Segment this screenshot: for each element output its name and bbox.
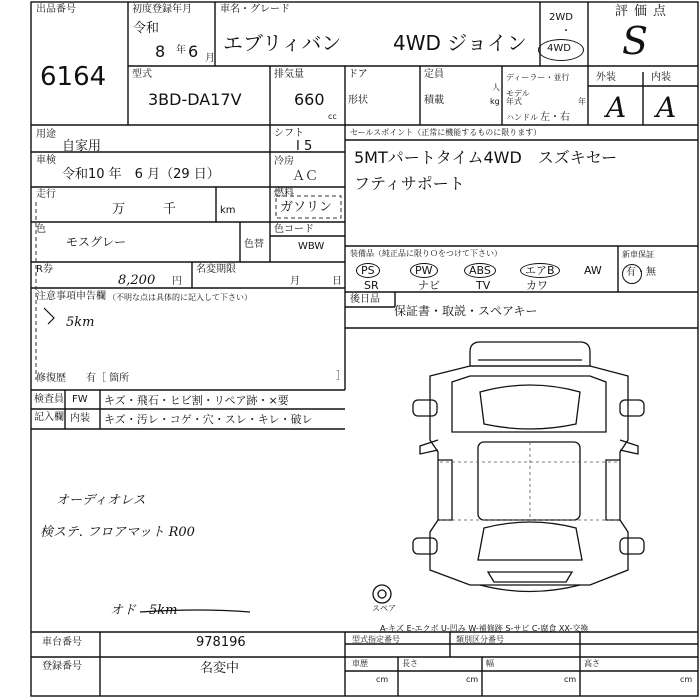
mileage-label: 走行 xyxy=(36,189,56,200)
cm-3: cm xyxy=(564,675,577,684)
equip-abs: ABS xyxy=(464,263,496,278)
inspection-label: 車検 xyxy=(36,155,56,166)
fuel-value: ガソリン xyxy=(280,200,333,215)
hand-strokes xyxy=(44,308,250,612)
new-car-value: 有・無 xyxy=(626,267,656,278)
insp-label-1: 検査員 xyxy=(34,394,64,405)
rating-value: S xyxy=(622,19,649,63)
insp-label-2: 記入欄 xyxy=(34,412,64,423)
insp-row2-head: 内装 xyxy=(70,413,90,424)
equip-leather: カワ xyxy=(526,279,548,292)
car-name-label: 車名・グレード xyxy=(220,4,290,15)
auction-sheet: 出品番号 6164 初度登録年月 令和 8 年 6 月 車名・グレード エブリィバン 4WD ジョイン 2WD ・ 4WD 評価点 S 型式 3BD-DA17V 排気量 660 cc ドア 形状 定員 人 積載 kg ディーラー・並行 モデル年式 年 ハンドル 左・右 外装 内装 A A 用途 自家用 車検 令和10 年 6 月（29 日） 走行 万 千 km シフト I 5 冷房 ＡＣ 燃料 ガソリン 色 モスグレー 色替 色コード WBW R券 8,200 円 名変期限 月 日 注意事項申告欄 （不明な点は具体的に記入して下さい） 5km 修復歴 有［ 箇所 ］ 検査員 記入欄 FW キズ・飛石・ヒビ割・リペア跡・×要 内装 キズ・汚レ・コゲ・穴・スレ・キレ・破レ オーディオレス 検ステ. フロアマット R00 オド 5km セールスポイント（正常に機能するものに限ります） 5MTパートタイム4WD スズキセー フティサポート 装備品（純正品に限りＯをつけて下さい） PS PW ABS エアB AW SR ナビ TV カワ 新車保証 有・無 後日品 保証書・取説・スペアキー スペア A-キズ E-エクボ U-凹み W-補修跡 S-サビ C-腐食 XX-交換 車台番号 978196 登録番号 名変中 型式指定番号 類別区分番号 車歴 長さ 幅 高さ cm cm cm cm xyxy=(0,0,700,700)
notes-sub: （不明な点は具体的に記入して下さい） xyxy=(108,293,252,302)
interior-label: 内装 xyxy=(651,72,671,83)
km-label: km xyxy=(220,205,236,216)
reg-value: 名変中 xyxy=(200,661,240,676)
equip-sr: SR xyxy=(364,279,379,292)
exterior-grade: A xyxy=(606,91,627,124)
notes-hand: 5km xyxy=(66,315,95,330)
cm-2: cm xyxy=(466,675,479,684)
color-value: モスグレー xyxy=(66,235,127,249)
damage-legend: A-キズ E-エクボ U-凹み W-補修跡 S-サビ C-腐食 XX-交換 xyxy=(380,624,589,633)
model-label: 型式 xyxy=(132,69,152,80)
drive-2wd: 2WD xyxy=(549,12,573,23)
length-label: 長さ xyxy=(402,659,418,668)
door-label: ドア xyxy=(348,69,368,80)
new-car-label: 新車保証 xyxy=(622,250,654,259)
insp-row1: キズ・飛石・ヒビ割・リペア跡・×要 xyxy=(104,394,289,407)
class-number-label: 類別区分番号 xyxy=(456,635,504,644)
lot-number: 6164 xyxy=(40,62,107,92)
equip-aw: AW xyxy=(584,264,602,277)
color-code-label: 色コード xyxy=(274,224,314,235)
repair-value: 有［ 箇所 xyxy=(86,373,130,384)
chassis-number: 978196 xyxy=(196,635,246,650)
hand-note-3: オド 5km xyxy=(110,603,178,618)
history-label: 車歴 xyxy=(352,659,368,668)
inspection-date: 令和10 年 6 月（29 日） xyxy=(62,167,220,182)
insp-row1-head: FW xyxy=(72,394,88,405)
ac-value: ＡＣ xyxy=(292,169,319,184)
color-code: WBW xyxy=(298,241,325,252)
sales-label: セールスポイント（正常に機能するものに限ります） xyxy=(350,128,542,137)
equip-ps: PS xyxy=(356,263,380,278)
model-year-unit: 年 xyxy=(578,97,586,106)
equip-label: 装備品（純正品に限りＯをつけて下さい） xyxy=(350,249,502,258)
reg-label: 登録番号 xyxy=(42,661,82,672)
month-unit: 月 xyxy=(205,53,215,64)
equip-pw: PW xyxy=(410,263,438,278)
car-name: エブリィバン xyxy=(223,31,342,55)
handle-value: 左・右 xyxy=(540,112,570,123)
reg-year: 8 xyxy=(155,42,166,61)
chassis-label: 車台番号 xyxy=(42,637,82,648)
notes-label: 注意事項申告欄 xyxy=(36,291,106,302)
rating-label: 評価点 xyxy=(615,4,673,19)
recycle-label: R券 xyxy=(36,264,53,275)
equip-tv: TV xyxy=(476,279,491,292)
height-label: 高さ xyxy=(584,659,600,668)
shape-label: 形状 xyxy=(348,95,368,106)
first-reg-label: 初度登録年月 xyxy=(132,4,192,15)
model-year-label: モデル年式 xyxy=(506,89,530,106)
ac-label: 冷房 xyxy=(274,156,294,167)
recycle-amount: 8,200 xyxy=(118,273,156,288)
insp-row2: キズ・汚レ・コゲ・穴・スレ・キレ・破レ xyxy=(104,413,313,426)
lot-label: 出品番号 xyxy=(36,4,76,15)
load-unit: kg xyxy=(490,97,500,106)
reg-month: 6 xyxy=(188,42,199,61)
grade: 4WD ジョイン xyxy=(393,31,527,55)
displacement-unit: cc xyxy=(328,112,337,121)
hand-note-1: オーディオレス xyxy=(56,493,146,508)
mileage-units: 万 千 xyxy=(112,202,181,217)
width-label: 幅 xyxy=(486,659,494,668)
after-value: 保証書・取説・スペアキー xyxy=(394,304,538,318)
name-change-unit: 月 日 xyxy=(290,276,346,287)
load-label: 積載 xyxy=(424,95,444,106)
handle-label: ハンドル xyxy=(506,113,538,122)
shift-value: I 5 xyxy=(296,139,313,154)
capacity-label: 定員 xyxy=(424,69,444,80)
drive-4wd: 4WD xyxy=(547,43,571,54)
repair-label: 修復歴 xyxy=(36,373,66,384)
model-code: 3BD-DA17V xyxy=(148,90,242,109)
usage: 自家用 xyxy=(62,139,102,154)
sales-text-1: 5MTパートタイム4WD スズキセー xyxy=(354,148,618,167)
cm-4: cm xyxy=(680,675,693,684)
capacity-unit: 人 xyxy=(492,83,500,92)
color-change-label: 色替 xyxy=(244,239,264,250)
name-change-label: 名変期限 xyxy=(196,264,236,275)
cm-1: cm xyxy=(376,675,389,684)
type-designation-label: 型式指定番号 xyxy=(352,635,400,644)
year-unit: 年 xyxy=(176,45,186,56)
color-label: 色 xyxy=(36,224,46,235)
car-diagram xyxy=(373,342,644,603)
equip-airbag: エアB xyxy=(520,263,560,278)
interior-grade: A xyxy=(656,91,677,124)
spare-label: スペア xyxy=(372,604,396,613)
displacement-label: 排気量 xyxy=(274,69,304,80)
usage-label: 用途 xyxy=(36,129,56,140)
exterior-label: 外装 xyxy=(596,72,616,83)
era: 令和 xyxy=(133,21,160,36)
hand-note-2: 検ステ. フロアマット R00 xyxy=(40,525,195,540)
sales-text-2: フティサポート xyxy=(354,174,465,193)
displacement: 660 xyxy=(294,90,325,109)
recycle-unit: 円 xyxy=(172,276,182,287)
shift-label: シフト xyxy=(274,128,304,139)
equip-navi: ナビ xyxy=(418,279,440,292)
after-label: 後日品 xyxy=(350,294,380,305)
fuel-label: 燃料 xyxy=(274,188,294,199)
dealer-label: ディーラー・並行 xyxy=(506,73,570,82)
